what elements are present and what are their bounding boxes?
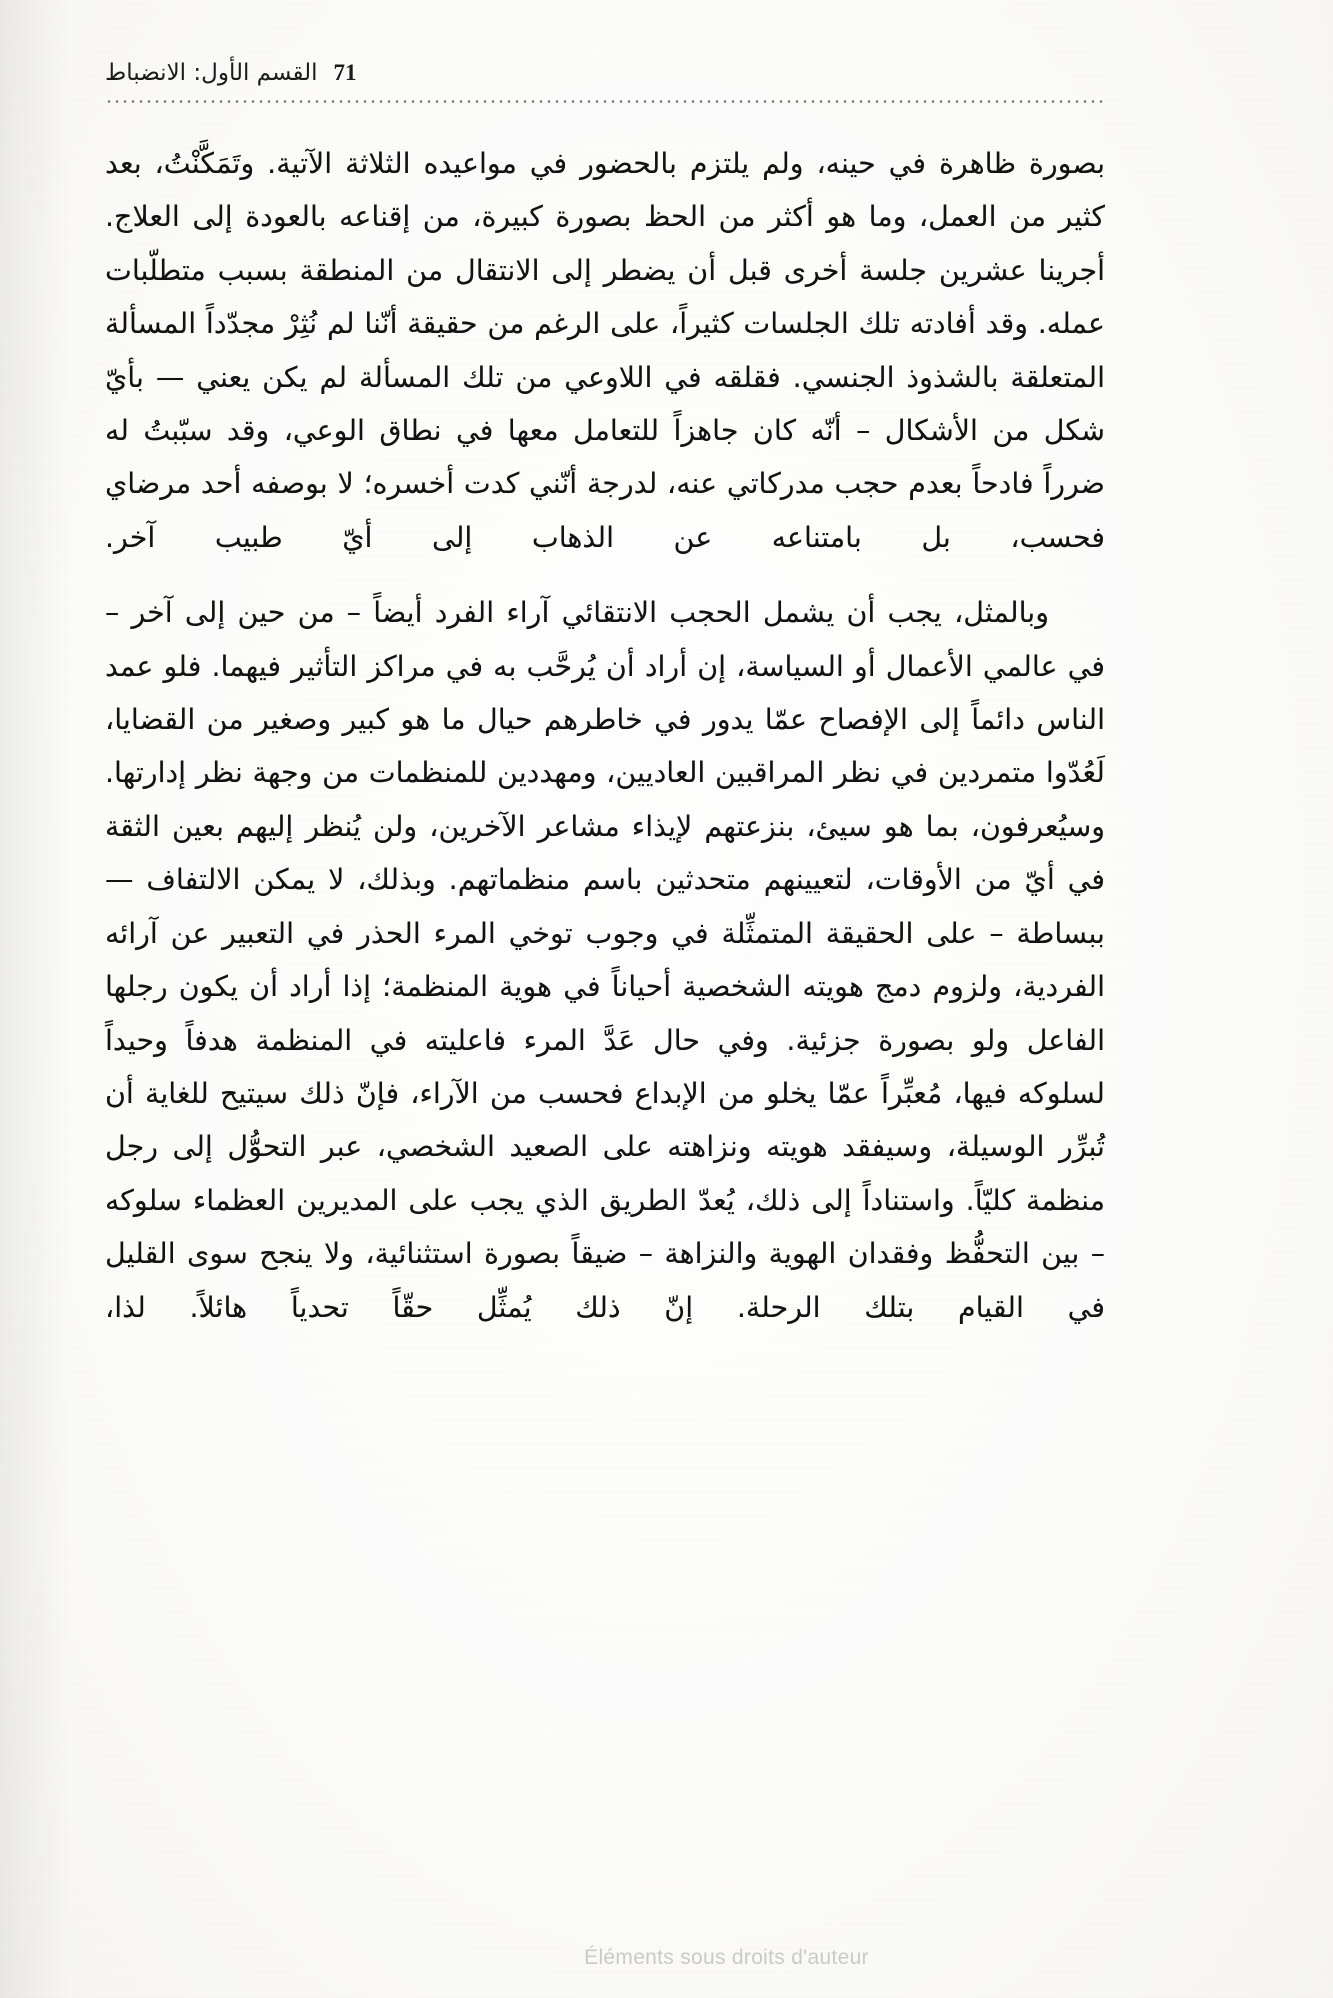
text-frame	[105, 60, 1105, 1334]
paragraph: وبالمثل، يجب أن يشمل الحجب الانتقائي آراء الفرد أيضاً – من حين إلى آخر – في عالمي الأعمال أو السياسة، إن أراد أن يُرحَّب به في مراكز التأثير فيهما. فلو عمد الناس دائماً إلى الإفصاح عمّا يدور في خاطرهم حيال ما هو كبير وصغير من القضايا، لَعُدّوا متمردين في نظر المراقبين العاديين، ومهددين للمنظمات من وجهة نظر إدارتها. وسيُعرفون، بما هو سيئ، بنزعتهم لإيذاء مشاعر الآخرين، ولن يُنظر إليهم بعين الثقة في أيّ من الأوقات، لتعيينهم متحدثين باسم منظماتهم. وبذلك، لا يمكن الالتفاف — ببساطة – على الحقيقة المتمثِّلة في وجوب توخي المرء الحذر في التعبير عن آرائه الفردية، ولزوم دمج هويته الشخصية أحياناً في هوية المنظمة؛ إذا أراد أن يكون رجلها الفاعل ولو بصورة جزئية. وفي حال عَدَّ المرء فاعليته في المنظمة هدفاً وحيداً لسلوكه فيها، مُعبِّراً عمّا يخلو من الإبداع فحسب من الآراء، فإنّ ذلك سيتيح للغاية أن تُبرِّر الوسيلة، وسيفقد هويته ونزاهته على الصعيد الشخصي، عبر التحوُّل إلى رجل منظمة كليّاً. واستناداً إلى ذلك، يُعدّ الطريق الذي يجب على المديرين العظماء سلوكه – بين التحفُّظ وفقدان الهوية والنزاهة – ضيقاً بصورة استثنائية، ولا ينجح سوى القليل في القيام بتلك الرحلة. إنّ ذلك يُمثِّل حقّاً تحدياً هائلاً. لذا،	[105, 596, 1105, 1324]
header-dotted-rule	[105, 100, 1105, 103]
page-number: 71	[333, 60, 357, 85]
body-text	[105, 137, 1105, 1334]
copyright-watermark: Éléments sous droits d'auteur	[584, 1946, 869, 1969]
running-head-section-title: القسم الأول: الانضباط	[105, 60, 318, 86]
paragraph: بصورة ظاهرة في حينه، ولم يلتزم بالحضور في مواعيده الثلاثة الآتية. وتَمَكَّنْتُ، بعد كثير من العمل، وما هو أكثر من الحظ بصورة كبيرة، من إقناعه بالعودة إلى العلاج. أجرينا عشرين جلسة أخرى قبل أن يضطر إلى الانتقال من المنطقة بسبب متطلّبات عمله. وقد أفادته تلك الجلسات كثيراً، على الرغم من حقيقة أنّنا لم نُثِرْ مجدّداً المسألة المتعلقة بالشذوذ الجنسي. فقلقه في اللاوعي من تلك المسألة لم يكن يعني — بأيّ شكل من الأشكال – أنّه كان جاهزاً للتعامل معها في نطاق الوعي، وقد سبّبتُ له ضرراً فادحاً بعدم حجب مدركاتي عنه، لدرجة أنّني كدت أخسره؛ لا بوصفه أحد مرضاي فحسب، بل بامتناعه عن الذهاب إلى أيّ طبيب آخر.	[105, 147, 1105, 554]
book-gutter-shadow	[0, 0, 70, 1998]
running-head	[105, 60, 1105, 94]
